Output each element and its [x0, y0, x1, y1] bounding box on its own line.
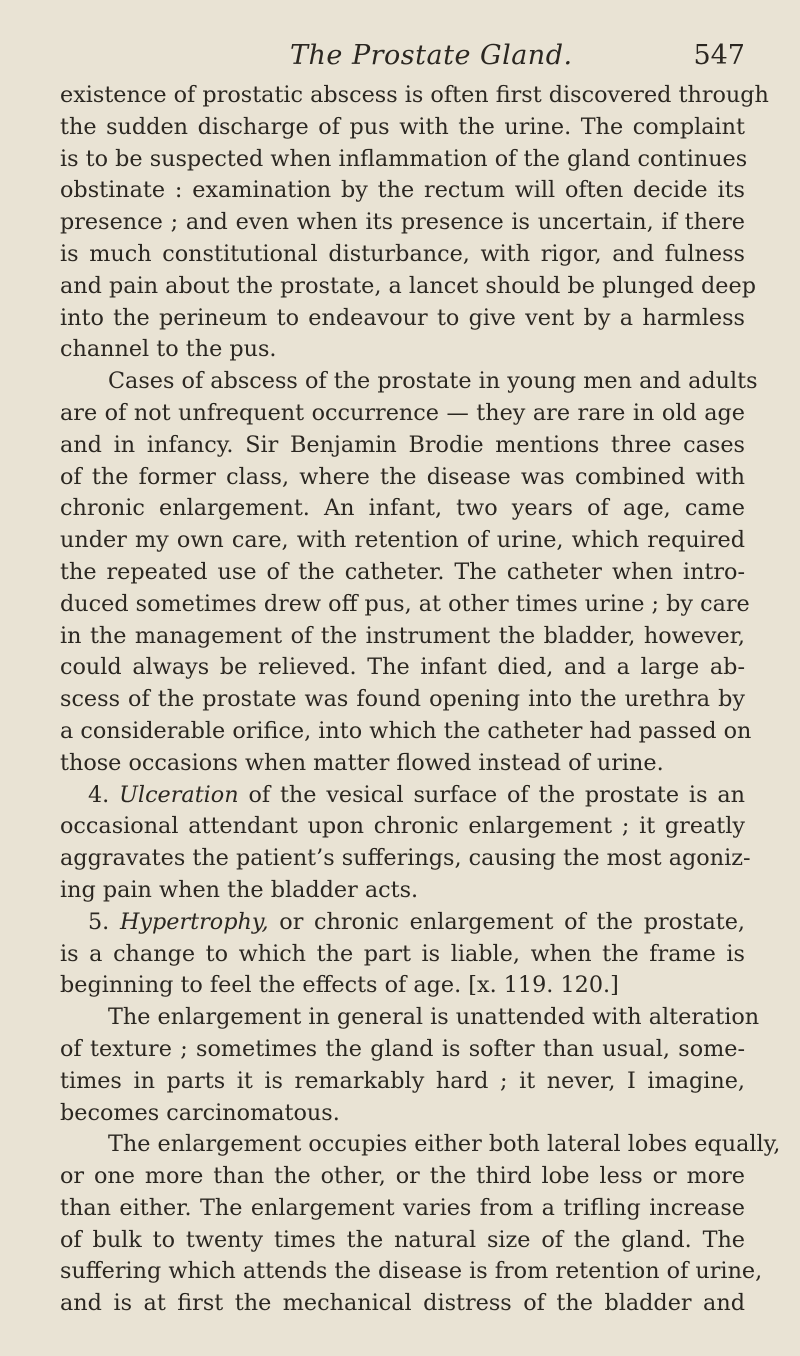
text-line: scess of the prostate was found opening into the urethra by	[60, 686, 745, 713]
text-line: than either. The enlargement varies from a trifling increase	[60, 1194, 745, 1221]
text-line: ing pain when the bladder acts.	[60, 876, 419, 903]
text-line: are of not unfrequent occurrence — they are rare in old age	[60, 399, 745, 426]
page-number: 547	[693, 40, 745, 71]
text-line: is to be suspected when inflammation of the gland continues	[60, 145, 748, 172]
paragraph-lead-text: or chronic enlargement of the prostate,	[279, 908, 745, 935]
text-line: aggravates the patient’s sufferings, causing the most agoniz-	[60, 845, 751, 872]
text-line: in the management of the instrument the bladder, however,	[60, 622, 745, 649]
text-line: duced sometimes drew off pus, at other times urine ; by care	[60, 590, 750, 617]
running-head	[60, 40, 745, 74]
text-line: or one more than the other, or the third lobe less or more	[60, 1163, 745, 1190]
text-line: of the former class, where the disease was combined with	[60, 463, 745, 490]
text-line: The enlargement occupies either both lateral lobes equally,	[108, 1131, 781, 1158]
text-line: Cases of abscess of the prostate in young men and adults	[108, 368, 758, 395]
paragraph-number: 4.	[88, 781, 110, 808]
text-line: is much constitutional disturbance, with rigor, and fulness	[60, 240, 745, 267]
text-line: occasional attendant upon chronic enlargement ; it greatly	[60, 813, 745, 840]
paragraph-5-first-line	[60, 907, 745, 939]
paragraph-lead-text: of the vesical surface of the prostate is an	[248, 781, 746, 808]
text-line: becomes carcinomatous.	[60, 1099, 340, 1126]
text-line: suffering which attends the disease is from retention of urine,	[60, 1258, 763, 1285]
text-line: obstinate : examination by the rectum will often decide its	[60, 177, 745, 204]
text-line: chronic enlargement. An infant, two years of age, came	[60, 495, 745, 522]
text-line: the sudden discharge of pus with the urine. The complaint	[60, 113, 745, 140]
text-line: and is at first the mechanical distress of the bladder and	[60, 1290, 745, 1317]
text-line: is a change to which the part is liable, when the frame is	[60, 940, 745, 967]
text-line: those occasions when matter flowed instead of urine.	[60, 749, 664, 776]
text-line: the repeated use of the catheter. The catheter when intro-	[60, 558, 745, 585]
text-line: of bulk to twenty times the natural size of the gland. The	[60, 1226, 745, 1253]
text-line: and in infancy. Sir Benjamin Brodie mentions three cases	[60, 431, 745, 458]
text-line: of texture ; sometimes the gland is softer than usual, some-	[60, 1035, 745, 1062]
text-line: beginning to feel the effects of age. [x. 119. 120.]	[60, 972, 619, 999]
text-line: under my own care, with retention of urine, which required	[60, 527, 745, 554]
paragraph-term: Ulceration	[119, 781, 239, 808]
text-line: channel to the pus.	[60, 336, 277, 363]
text-line: existence of prostatic abscess is often first discovered through	[60, 82, 769, 108]
text-line: into the perineum to endeavour to give vent by a harmless	[60, 304, 745, 331]
paragraph-term: Hypertrophy,	[119, 908, 269, 935]
running-title: The Prostate Gland.	[290, 40, 573, 71]
text-line: times in parts it is remarkably hard ; it never, I imagine,	[60, 1067, 745, 1094]
text-line: and pain about the prostate, a lancet should be plunged deep	[60, 272, 756, 299]
paragraph-number: 5.	[88, 908, 110, 935]
paragraph-4-first-line	[60, 780, 745, 812]
text-line: could always be relieved. The infant died, and a large ab-	[60, 654, 745, 681]
text-line: The enlargement in general is unattended with alteration	[108, 1004, 760, 1031]
text-line: presence ; and even when its presence is uncertain, if there	[60, 209, 745, 236]
text-line: a considerable orifice, into which the catheter had passed on	[60, 717, 752, 744]
body-text	[60, 80, 781, 1320]
